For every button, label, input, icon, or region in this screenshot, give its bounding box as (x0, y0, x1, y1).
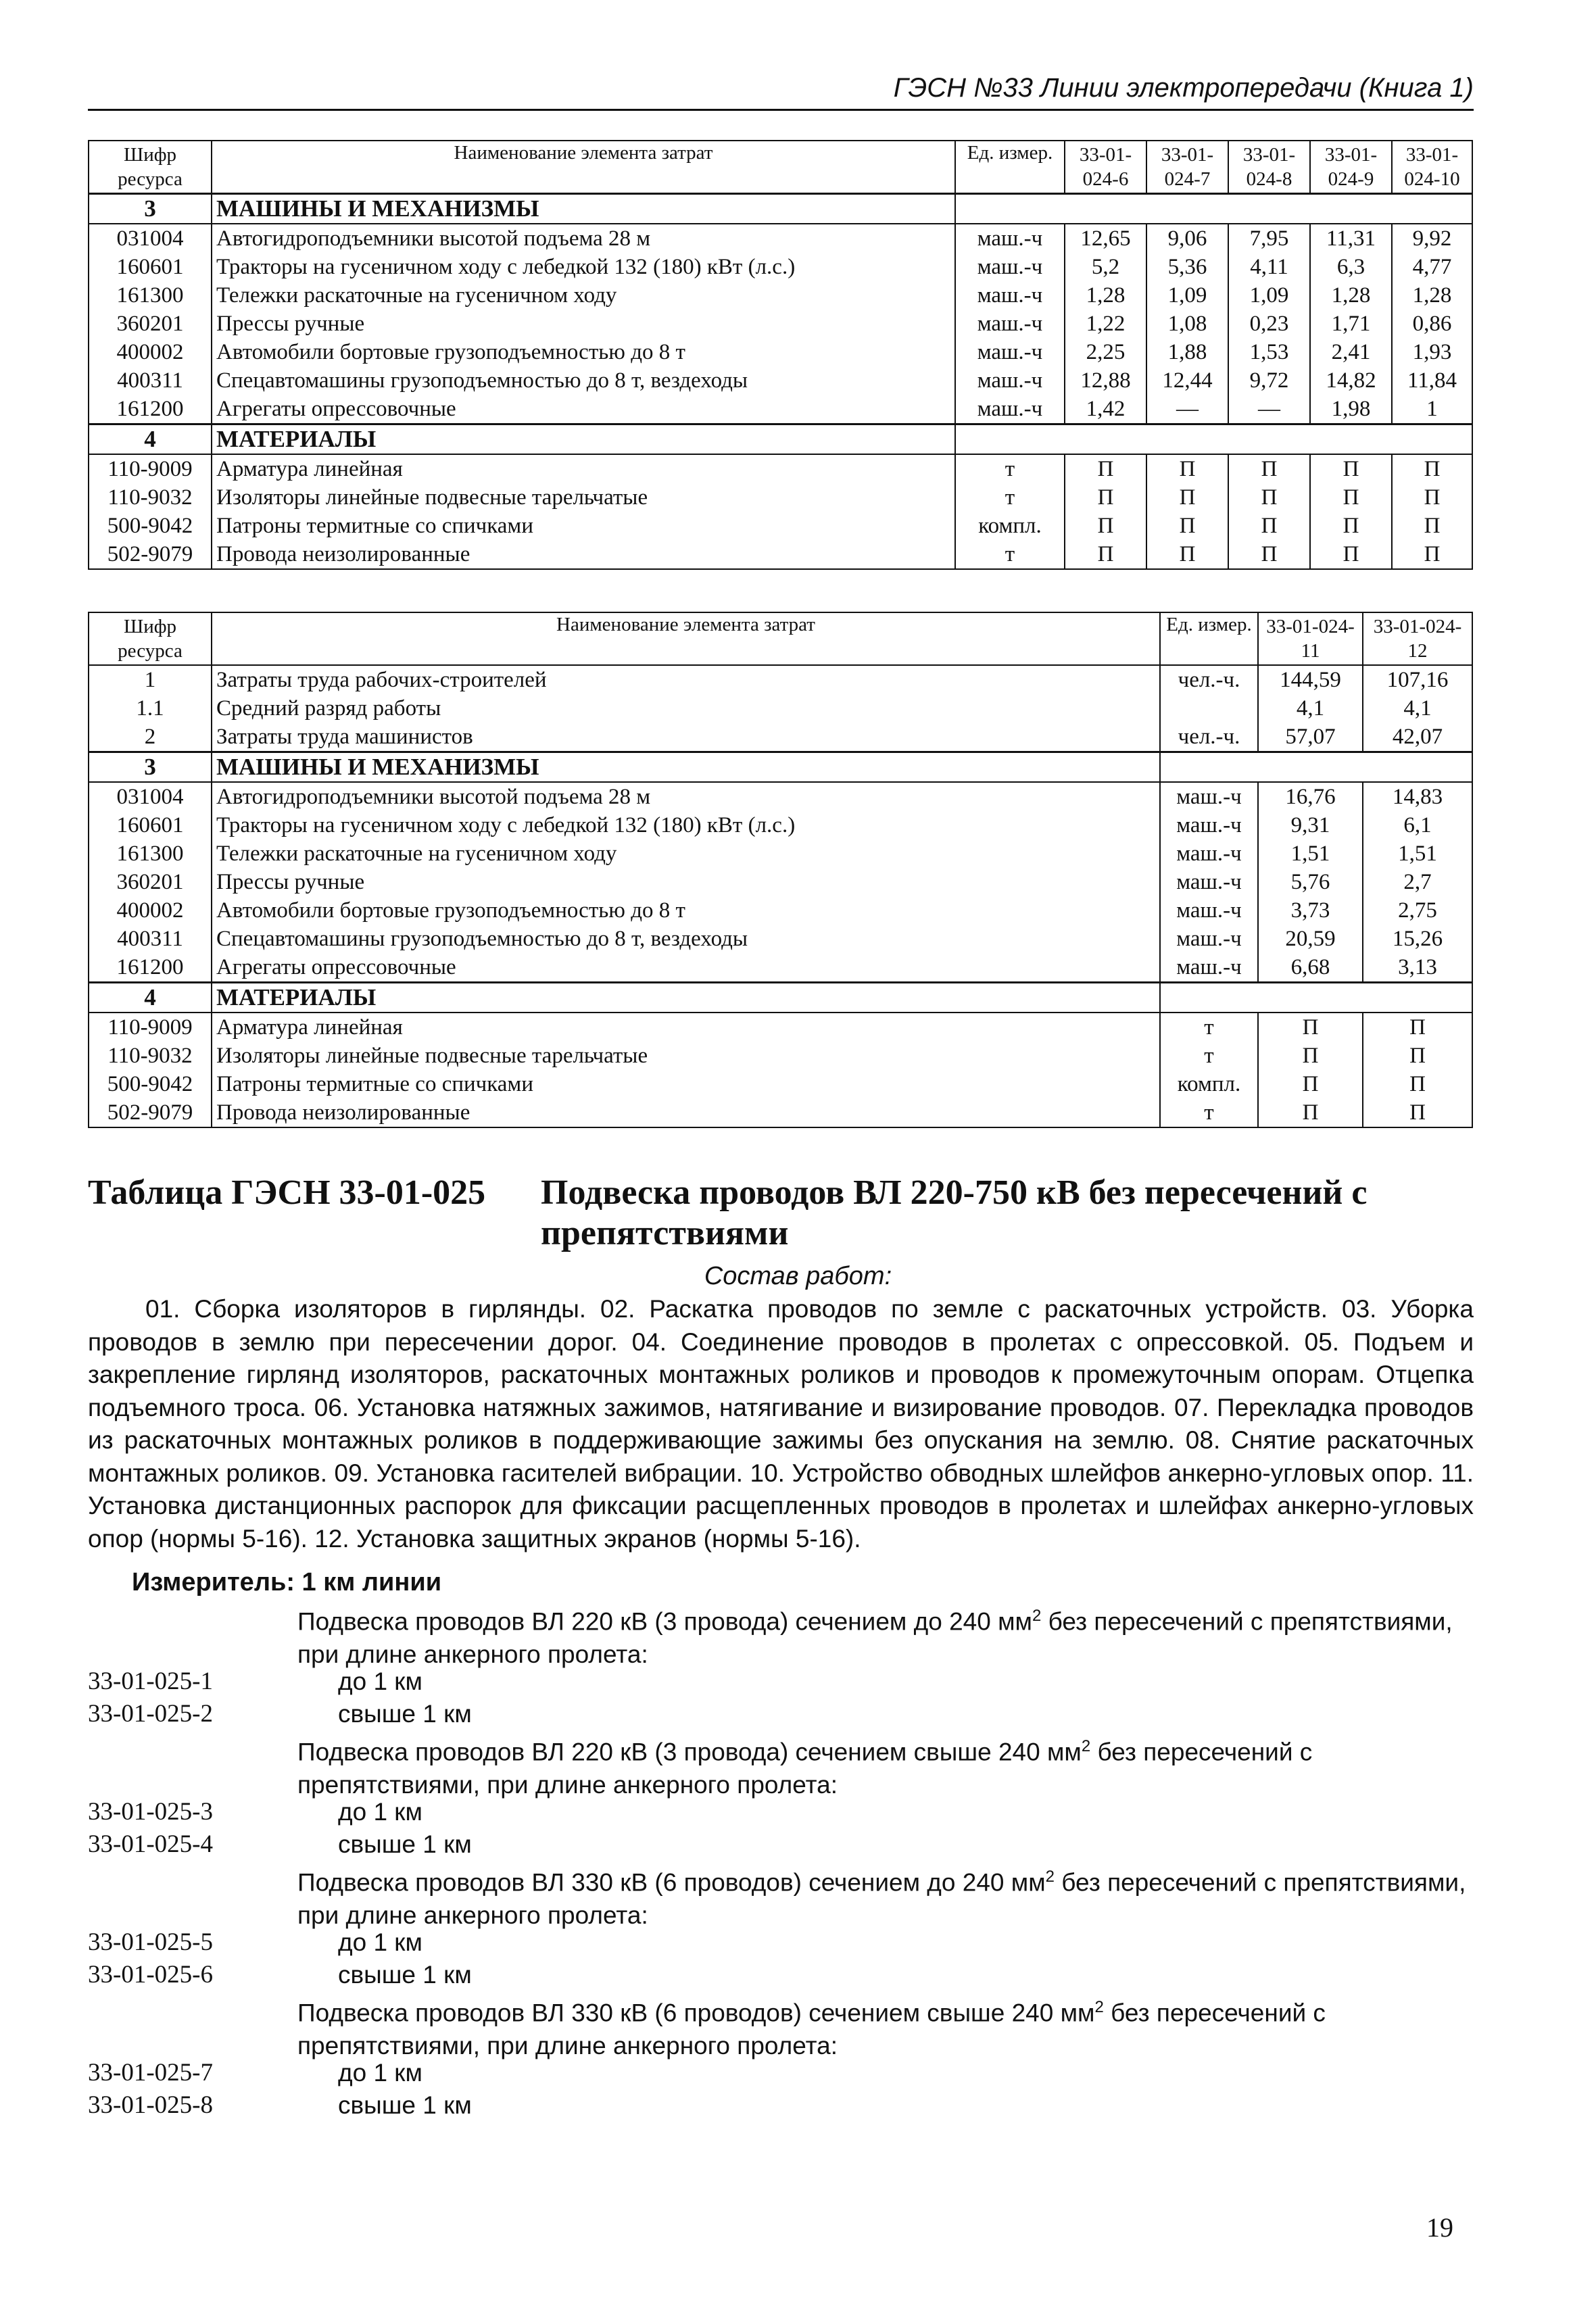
resource-value: 1,09 (1228, 281, 1310, 310)
table-row (89, 224, 1472, 253)
table-code: Таблица ГЭСН 33-01-025 (88, 1173, 486, 1212)
resource-code: 160601 (89, 253, 212, 281)
resource-code: 500-9042 (89, 1070, 212, 1098)
resource-value: 15,26 (1363, 925, 1472, 953)
resource-value: — (1146, 395, 1228, 424)
resource-value: П (1258, 1070, 1363, 1098)
resource-value: 1,08 (1146, 310, 1228, 338)
resource-value: П (1065, 540, 1146, 569)
works-description: 01. Сборка изоляторов в гирлянды. 02. Раскатка проводов по земле с раскаточных устройств. 03. Уборка проводов в землю при пересечении дорог. 04. Соединение проводов в пролетах с опрессовкой. 05. Подъем и закрепление гирлянд изоляторов, раскаточных монтажных роликов и проводов к промежуточным опорам. Отцепка подъемного троса. 06. Установка натяжных зажимов, натягивание и визирование проводов. 07. Перекладка проводов из раскаточных монтажных роликов в поддерживающие зажимы без опускания на землю. 08. Снятие раскаточных монтажных роликов. 09. Установка гасителей вибрации. 10. Устройство обводных шлейфов анкерно-угловых опор. 11. Установка дистанционных распорок для фиксации расщепленных проводов в пролетах и шлейфах анкерно-угловых опор (нормы 5-16). 12. Установка защитных экранов (нормы 5-16). (88, 1295, 1474, 1553)
table-row (89, 896, 1472, 925)
resource-table-1 (88, 140, 1473, 570)
resource-value: П (1310, 454, 1392, 483)
resource-value: 57,07 (1258, 723, 1363, 752)
resource-value: 1 (1392, 395, 1472, 424)
resource-value: П (1146, 512, 1228, 540)
resource-name: Провода неизолированные (212, 1098, 1160, 1127)
resource-value: 5,76 (1258, 868, 1363, 896)
resource-code: 400002 (89, 338, 212, 366)
resource-value: 12,88 (1065, 366, 1146, 395)
resource-code: 1 (89, 665, 212, 694)
resource-name: Патроны термитные со спичками (212, 1070, 1160, 1098)
resource-value: 11,84 (1392, 366, 1472, 395)
resource-value: 2,75 (1363, 896, 1472, 925)
header-name: Наименование элемента затрат (212, 612, 1160, 665)
resource-name: Автомобили бортовые грузоподъемностью до 8 т (212, 896, 1160, 925)
table-row (89, 694, 1472, 723)
section-filler (1160, 752, 1472, 783)
resource-unit: т (1160, 1013, 1258, 1042)
resource-name: Спецавтомашины грузоподъемностью до 8 т, вездеходы (212, 366, 955, 395)
norm-code: 33-01-025-3 (88, 1798, 213, 1826)
resource-value: 4,11 (1228, 253, 1310, 281)
resource-name: Затраты труда машинистов (212, 723, 1160, 752)
resource-code: 110-9032 (89, 1042, 212, 1070)
norm-desc-text: Подвеска проводов ВЛ 220 кВ (3 провода) сечением до 240 мм (297, 1607, 1032, 1636)
norm-label: до 1 км (338, 1667, 422, 1695)
resource-unit: маш.-ч (1160, 839, 1258, 868)
resource-code: 400002 (89, 896, 212, 925)
resource-code: 161200 (89, 953, 212, 983)
section-row (89, 983, 1472, 1013)
resource-value: 3,73 (1258, 896, 1363, 925)
resource-value: П (1146, 483, 1228, 512)
resource-code: 160601 (89, 811, 212, 839)
resource-value: 9,31 (1258, 811, 1363, 839)
table-row (89, 839, 1472, 868)
resource-unit: маш.-ч (955, 281, 1065, 310)
resource-unit (1160, 694, 1258, 723)
table-row (89, 310, 1472, 338)
resource-unit: маш.-ч (955, 253, 1065, 281)
header-code: Шифр ресурса (89, 141, 212, 194)
resource-value: 107,16 (1363, 665, 1472, 694)
meter-unit: Измеритель: 1 км линии (132, 1568, 442, 1597)
resource-value: П (1228, 483, 1310, 512)
resource-value: П (1258, 1098, 1363, 1127)
superscript: 2 (1045, 1868, 1055, 1886)
resource-name: Изоляторы линейные подвесные тарельчатые (212, 483, 955, 512)
resource-value: 1,88 (1146, 338, 1228, 366)
resource-name: Затраты труда рабочих-строителей (212, 665, 1160, 694)
resource-value: 1,51 (1363, 839, 1472, 868)
norm-desc-text: Подвеска проводов ВЛ 220 кВ (3 провода) сечением свыше 240 мм (297, 1738, 1082, 1766)
table-row (89, 366, 1472, 395)
resource-name: Прессы ручные (212, 310, 955, 338)
resource-value: 2,41 (1310, 338, 1392, 366)
resource-unit: маш.-ч (955, 395, 1065, 424)
resource-value: 11,31 (1310, 224, 1392, 253)
norm-code: 33-01-025-4 (88, 1830, 213, 1858)
section-row (89, 424, 1472, 455)
resource-value: П (1146, 454, 1228, 483)
section-row (89, 194, 1472, 224)
table-row (89, 925, 1472, 953)
resource-value: 4,1 (1363, 694, 1472, 723)
resource-value: П (1146, 540, 1228, 569)
resource-name: Тележки раскаточные на гусеничном ходу (212, 839, 1160, 868)
table-row (89, 811, 1472, 839)
resource-value: 42,07 (1363, 723, 1472, 752)
resource-value: 1,98 (1310, 395, 1392, 424)
resource-value: 6,1 (1363, 811, 1472, 839)
norm-code: 33-01-025-2 (88, 1700, 213, 1728)
resource-value: 1,42 (1065, 395, 1146, 424)
resource-value: 4,1 (1258, 694, 1363, 723)
resource-value: 6,68 (1258, 953, 1363, 983)
resource-code: 502-9079 (89, 1098, 212, 1127)
resource-unit: маш.-ч (1160, 782, 1258, 811)
resource-unit: маш.-ч (955, 224, 1065, 253)
resource-unit: т (955, 454, 1065, 483)
norm-description (297, 1600, 1474, 1671)
resource-value: П (1392, 483, 1472, 512)
section-filler (1160, 983, 1472, 1013)
table-row (89, 868, 1472, 896)
resource-value: П (1392, 540, 1472, 569)
resource-value: 12,65 (1065, 224, 1146, 253)
table-row (89, 665, 1472, 694)
resource-value: 1,22 (1065, 310, 1146, 338)
resource-value: П (1228, 512, 1310, 540)
resource-name: Изоляторы линейные подвесные тарельчатые (212, 1042, 1160, 1070)
header-unit: Ед. измер. (1160, 612, 1258, 665)
resource-value: 0,23 (1228, 310, 1310, 338)
table-row (89, 1013, 1472, 1042)
resource-value: П (1310, 483, 1392, 512)
resource-value: — (1228, 395, 1310, 424)
resource-name: Арматура линейная (212, 454, 955, 483)
resource-value: П (1228, 540, 1310, 569)
norm-code: 33-01-025-7 (88, 2059, 213, 2087)
resource-name: Средний разряд работы (212, 694, 1160, 723)
resource-code: 502-9079 (89, 540, 212, 569)
norm-desc-text: Подвеска проводов ВЛ 330 кВ (6 проводов) сечением свыше 240 мм (297, 1999, 1095, 2027)
resource-code: 031004 (89, 224, 212, 253)
resource-code: 110-9032 (89, 483, 212, 512)
resource-value: П (1392, 512, 1472, 540)
resource-name: Тракторы на гусеничном ходу с лебедкой 132 (180) кВт (л.с.) (212, 811, 1160, 839)
header-code: Шифр ресурса (89, 612, 212, 665)
norm-description (297, 1991, 1474, 2062)
table-row (89, 454, 1472, 483)
resource-name: Автомобили бортовые грузоподъемностью до 8 т (212, 338, 955, 366)
resource-value: 14,83 (1363, 782, 1472, 811)
resource-name: Спецавтомашины грузоподъемностью до 8 т, вездеходы (212, 925, 1160, 953)
resource-code: 031004 (89, 782, 212, 811)
resource-unit: маш.-ч (1160, 953, 1258, 983)
resource-value: 5,36 (1146, 253, 1228, 281)
page-number: 19 (1426, 2212, 1453, 2243)
header-unit: Ед. измер. (955, 141, 1065, 194)
resource-unit: маш.-ч (955, 338, 1065, 366)
norm-label: свыше 1 км (338, 2091, 472, 2119)
resource-code: 360201 (89, 310, 212, 338)
superscript: 2 (1094, 1998, 1104, 2016)
resource-value: 4,77 (1392, 253, 1472, 281)
resource-value: П (1065, 483, 1146, 512)
section-title: МАШИНЫ И МЕХАНИЗМЫ (212, 194, 955, 224)
resource-unit: маш.-ч (1160, 868, 1258, 896)
resource-unit: т (1160, 1042, 1258, 1070)
header-col: 33-01-024-8 (1228, 141, 1310, 194)
resource-unit: маш.-ч (1160, 925, 1258, 953)
resource-value: П (1258, 1042, 1363, 1070)
resource-value: П (1310, 512, 1392, 540)
section-number: 3 (89, 752, 212, 783)
resource-value: П (1065, 512, 1146, 540)
resource-value: 2,7 (1363, 868, 1472, 896)
resource-unit: маш.-ч (1160, 896, 1258, 925)
header-col: 33-01-024-11 (1258, 612, 1363, 665)
resource-value: 3,13 (1363, 953, 1472, 983)
resource-value: П (1065, 454, 1146, 483)
norm-label: до 1 км (338, 1798, 422, 1826)
resource-value: 16,76 (1258, 782, 1363, 811)
table-name: Подвеска проводов ВЛ 220-750 кВ без пересечений с препятствиями (541, 1173, 1368, 1252)
norm-desc-text: Подвеска проводов ВЛ 330 кВ (6 проводов) сечением до 240 мм (297, 1868, 1046, 1897)
resource-code: 360201 (89, 868, 212, 896)
resource-name: Тележки раскаточные на гусеничном ходу (212, 281, 955, 310)
resource-value: П (1228, 454, 1310, 483)
header-col: 33-01-024-7 (1146, 141, 1228, 194)
table-body (89, 665, 1472, 1127)
resource-code: 1.1 (89, 694, 212, 723)
norm-label: свыше 1 км (338, 1830, 472, 1858)
resource-value: 1,28 (1065, 281, 1146, 310)
table-row (89, 338, 1472, 366)
resource-value: 5,2 (1065, 253, 1146, 281)
norm-code: 33-01-025-6 (88, 1961, 213, 1989)
resource-value: 1,71 (1310, 310, 1392, 338)
section-number: 3 (89, 194, 212, 224)
resource-value: П (1363, 1013, 1472, 1042)
norm-label: до 1 км (338, 2059, 422, 2087)
header-col: 33-01-024-12 (1363, 612, 1472, 665)
table-row (89, 1042, 1472, 1070)
table-row (89, 281, 1472, 310)
superscript: 2 (1032, 1607, 1042, 1625)
resource-unit: компл. (1160, 1070, 1258, 1098)
section-row (89, 752, 1472, 783)
resource-value: П (1363, 1098, 1472, 1127)
section-title: МАТЕРИАЛЫ (212, 424, 955, 455)
resource-value: 0,86 (1392, 310, 1472, 338)
resource-code: 161300 (89, 281, 212, 310)
table-row (89, 1070, 1472, 1098)
norm-desc-text: без пересечений с препятствиями, при длине анкерного пролета: (297, 1607, 1453, 1668)
resource-value: П (1258, 1013, 1363, 1042)
resource-name: Провода неизолированные (212, 540, 955, 569)
norm-description (297, 1861, 1474, 1932)
resource-unit: чел.-ч. (1160, 665, 1258, 694)
resource-value: 1,53 (1228, 338, 1310, 366)
resource-unit: чел.-ч. (1160, 723, 1258, 752)
running-header: ГЭСН №33 Линии электропередачи (Книга 1) (88, 73, 1474, 111)
resource-value: 20,59 (1258, 925, 1363, 953)
resource-value: П (1363, 1070, 1472, 1098)
header-name: Наименование элемента затрат (212, 141, 955, 194)
resource-value: 12,44 (1146, 366, 1228, 395)
resource-unit: т (1160, 1098, 1258, 1127)
norm-code: 33-01-025-1 (88, 1667, 213, 1695)
table-row (89, 782, 1472, 811)
resource-unit: маш.-ч (955, 310, 1065, 338)
resource-code: 161300 (89, 839, 212, 868)
table-row (89, 512, 1472, 540)
works-header: Состав работ: (704, 1262, 892, 1290)
resource-code: 400311 (89, 925, 212, 953)
section-number: 4 (89, 983, 212, 1013)
resource-name: Прессы ручные (212, 868, 1160, 896)
table-row (89, 953, 1472, 983)
resource-value: П (1363, 1042, 1472, 1070)
resource-name: Арматура линейная (212, 1013, 1160, 1042)
resource-value: П (1310, 540, 1392, 569)
header-col: 33-01-024-10 (1392, 141, 1472, 194)
norm-code: 33-01-025-5 (88, 1928, 213, 1956)
resource-name: Тракторы на гусеничном ходу с лебедкой 132 (180) кВт (л.с.) (212, 253, 955, 281)
resource-code: 110-9009 (89, 1013, 212, 1042)
table-row (89, 395, 1472, 424)
resource-value: 144,59 (1258, 665, 1363, 694)
resource-value: 9,72 (1228, 366, 1310, 395)
norm-label: свыше 1 км (338, 1961, 472, 1989)
resource-value: 14,82 (1310, 366, 1392, 395)
resource-name: Агрегаты опрессовочные (212, 953, 1160, 983)
resource-table-2 (88, 612, 1473, 1128)
resource-name: Агрегаты опрессовочные (212, 395, 955, 424)
header-col: 33-01-024-6 (1065, 141, 1146, 194)
norm-label: до 1 км (338, 1928, 422, 1956)
resource-code: 2 (89, 723, 212, 752)
resource-unit: т (955, 483, 1065, 512)
resource-name: Патроны термитные со спичками (212, 512, 955, 540)
resource-unit: маш.-ч (955, 366, 1065, 395)
resource-unit: т (955, 540, 1065, 569)
section-title: МАШИНЫ И МЕХАНИЗМЫ (212, 752, 1160, 783)
norm-description (297, 1730, 1474, 1801)
resource-value: П (1392, 454, 1472, 483)
resource-code: 110-9009 (89, 454, 212, 483)
section-filler (955, 194, 1472, 224)
resource-name: Автогидроподъемники высотой подъема 28 м (212, 782, 1160, 811)
section-number: 4 (89, 424, 212, 455)
resource-name: Автогидроподъемники высотой подъема 28 м (212, 224, 955, 253)
table-row (89, 253, 1472, 281)
norm-label: свыше 1 км (338, 1700, 472, 1728)
resource-value: 1,51 (1258, 839, 1363, 868)
norm-code: 33-01-025-8 (88, 2091, 213, 2119)
section-title: МАТЕРИАЛЫ (212, 983, 1160, 1013)
table-row (89, 540, 1472, 569)
resource-value: 1,28 (1392, 281, 1472, 310)
table-body (89, 194, 1472, 570)
table-row (89, 483, 1472, 512)
resource-value: 9,06 (1146, 224, 1228, 253)
norm-desc-text: без пересечений с препятствиями, при длине анкерного пролета: (297, 1999, 1326, 2060)
resource-unit: компл. (955, 512, 1065, 540)
header-col: 33-01-024-9 (1310, 141, 1392, 194)
superscript: 2 (1081, 1737, 1091, 1755)
norm-desc-text: без пересечений с препятствиями, при длине анкерного пролета: (297, 1738, 1313, 1799)
resource-value: 1,93 (1392, 338, 1472, 366)
section-filler (955, 424, 1472, 455)
norm-desc-text: без пересечений с препятствиями, при длине анкерного пролета: (297, 1868, 1466, 1929)
resource-code: 500-9042 (89, 512, 212, 540)
resource-unit: маш.-ч (1160, 811, 1258, 839)
resource-value: 2,25 (1065, 338, 1146, 366)
table-row (89, 723, 1472, 752)
resource-value: 1,28 (1310, 281, 1392, 310)
resource-code: 161200 (89, 395, 212, 424)
resource-value: 9,92 (1392, 224, 1472, 253)
resource-code: 400311 (89, 366, 212, 395)
resource-value: 6,3 (1310, 253, 1392, 281)
table-row (89, 1098, 1472, 1127)
resource-value: 1,09 (1146, 281, 1228, 310)
resource-value: 7,95 (1228, 224, 1310, 253)
